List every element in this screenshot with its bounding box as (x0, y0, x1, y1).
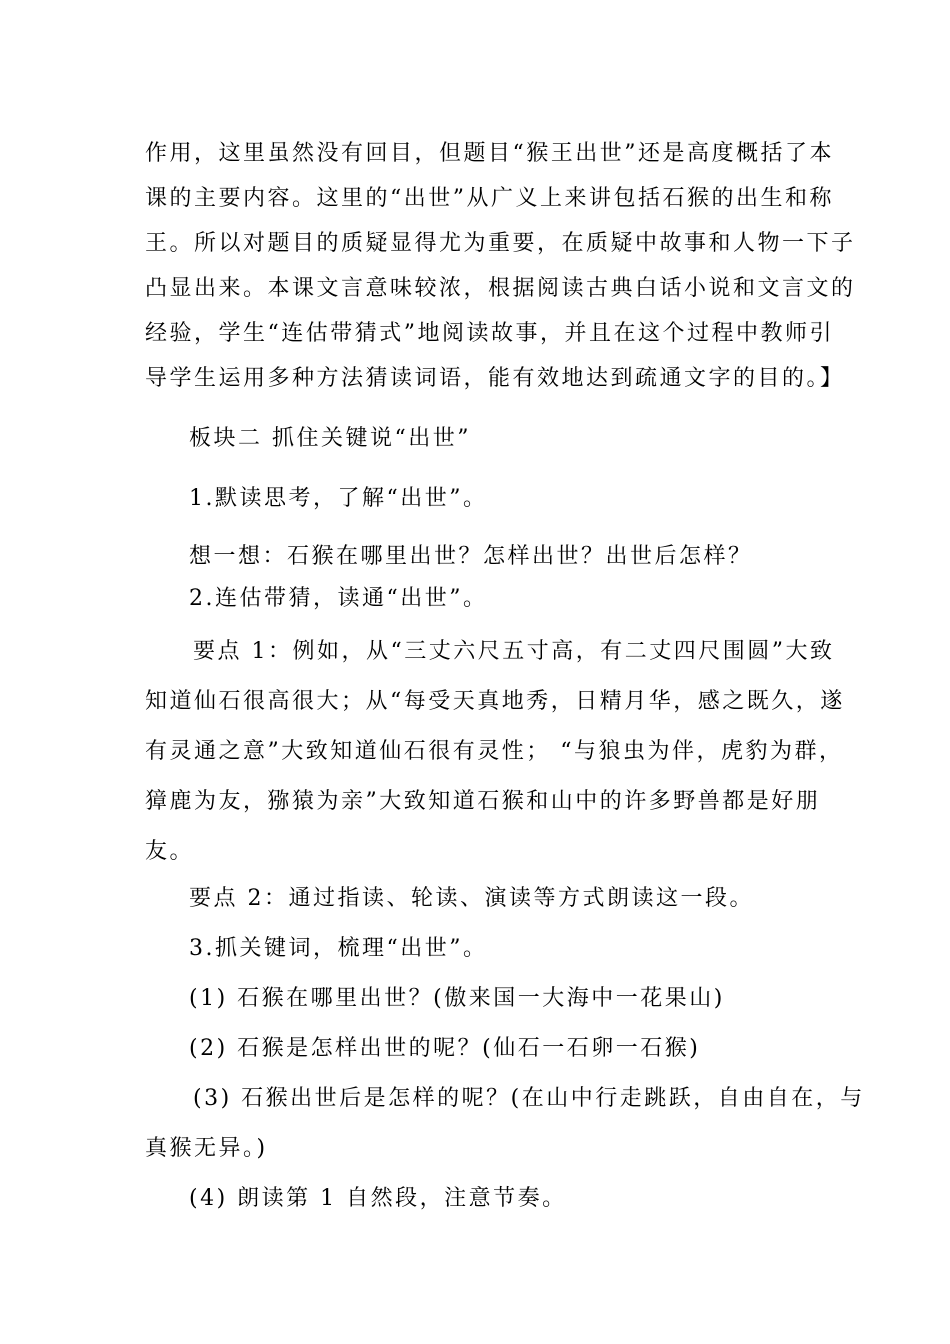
paragraph-line: 獐鹿为友，猕猿为亲”大致知道石猴和山中的许多野兽都是好朋 (145, 789, 821, 814)
paragraph-line: 经验，学生“连估带猜式”地阅读故事，并且在这个过程中教师引 (145, 321, 834, 346)
paragraph-line: 知道仙石很高很大；从“每受天真地秀，日精月华，感之既久，遂 (145, 689, 845, 714)
question-line: 真猴无异。) (145, 1136, 268, 1161)
step-heading: 1.默读思考，了解“出世”。 (189, 486, 488, 511)
paragraph-line: 友。 (145, 839, 195, 864)
paragraph-line: 凸显出来。本课文言意味较浓，根据阅读古典白话小说和文言文的 (145, 276, 856, 301)
section-title: 板块二 抓住关键说“出世” (189, 426, 471, 451)
step-heading: 3.抓关键词，梳理“出世”。 (189, 936, 488, 961)
paragraph-line: 要点 2：通过指读、轮读、演读等方式朗读这一段。 (189, 886, 754, 911)
paragraph-line: 有灵通之意”大致知道仙石很有灵性； “与狼虫为伴，虎豹为群， (145, 739, 844, 764)
paragraph-line: 导学生运用多种方法猜读词语，能有效地达到疏通文字的目的。】 (145, 366, 845, 391)
paragraph-line: 课的主要内容。这里的“出世”从广义上来讲包括石猴的出生和称 (145, 186, 834, 211)
question-line: (4) 朗读第 1 自然段，注意节奏。 (189, 1186, 567, 1211)
step-heading: 2.连估带猜，读通“出世”。 (189, 586, 488, 611)
paragraph-line: 作用，这里虽然没有回目，但题目“猴王出世”还是高度概括了本 (145, 141, 834, 166)
question-line: (1) 石猴在哪里出世？(傲来国一大海中一花果山) (189, 986, 725, 1011)
question-line: (2) 石猴是怎样出世的呢？(仙石一石卵一石猴) (189, 1036, 701, 1061)
question-line: (3) 石猴出世后是怎样的呢？(在山中行走跳跃，自由自在，与 (193, 1086, 865, 1111)
paragraph-line: 王。所以对题目的质疑显得尤为重要，在质疑中故事和人物一下子 (145, 231, 856, 256)
paragraph-line: 要点 1：例如，从“三丈六尺五寸高，有二丈四尺围圆”大致 (193, 639, 835, 664)
question-line: 想一想：石猴在哪里出世？怎样出世？出世后怎样？ (189, 544, 753, 569)
